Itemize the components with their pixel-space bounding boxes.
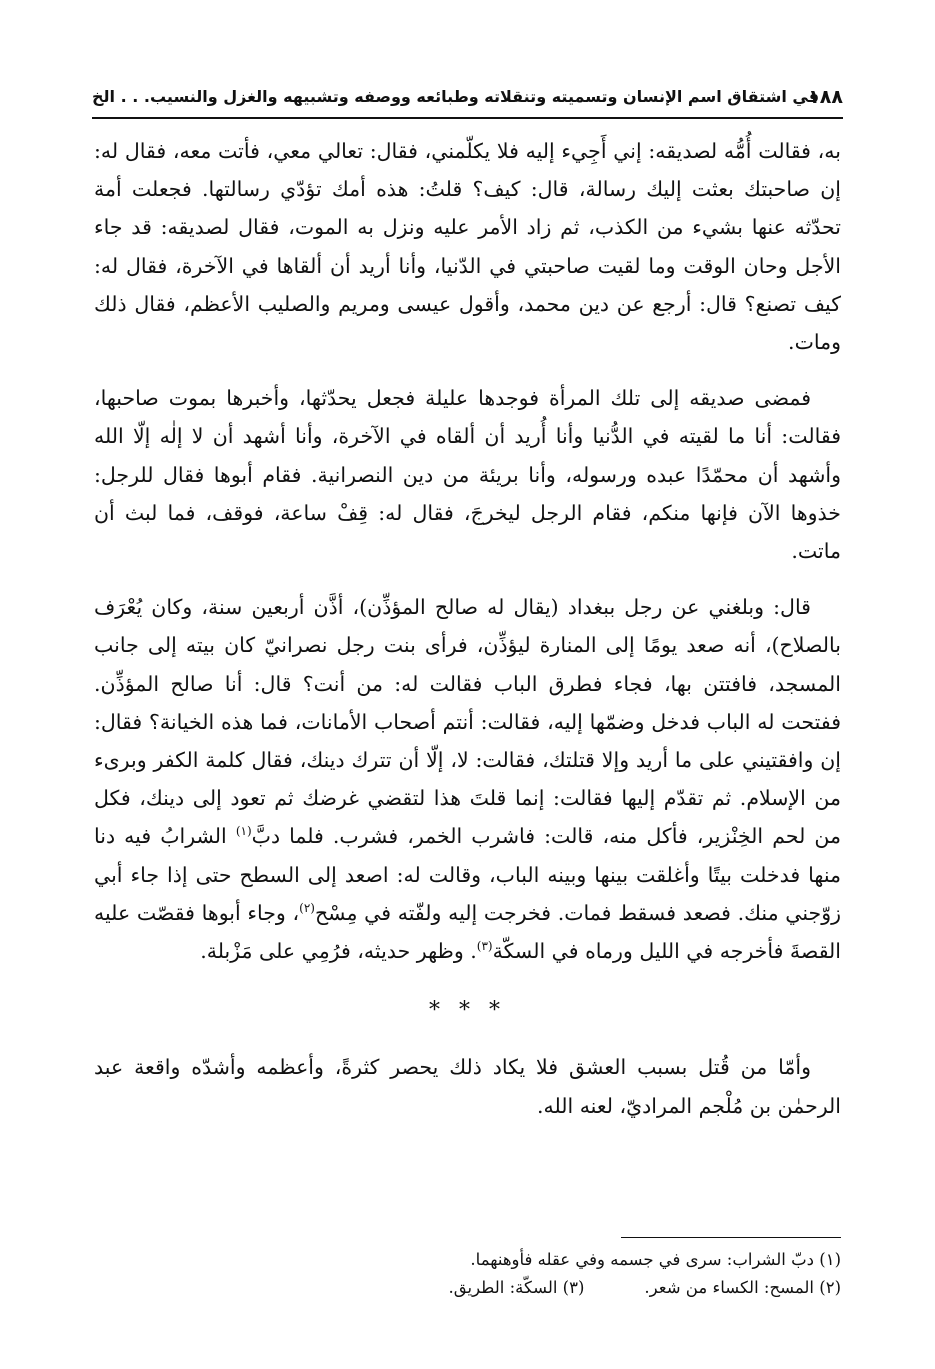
main-text	[94, 132, 841, 1125]
footnote-rule	[621, 1237, 841, 1238]
running-title: في اشتقاق اسم الإنسان وتسميته وتنقلاته وطبائعه ووصفه وتشبيهه والغزل والنسيب. . . الخ	[92, 87, 820, 106]
paragraph-4: وأمّا من قُتل بسبب العشق فلا يكاد ذلك يحصر كثرةً، وأعظمه وأشدّه واقعة عبد الرحمٰن بن مُلْجم المراديّ، لعنه الله.	[94, 1055, 841, 1118]
paragraph-2: فمضى صديقه إلى تلك المرأة فوجدها عليلة فجعل يحدّثها، وأخبرها بموت صاحبها، فقالت: أنا ما لقيته في الدُّنيا وأنا أُريد أن ألقاه في الآخرة، وأنا أشهد أن لا إلٰه إلّا الله وأشهد أن محمّدًا عبده ورسوله، وأنا بريئة من دين النصرانية. فقام أبوها فقال للرجل: خذوها الآن فإنها منكم، فقام الرجل ليخرجَ، فقال له: قِفْ ساعة، فوقف، فما لبث أن ماتت.	[94, 386, 841, 564]
footnote-ref-2[interactable]: (٢)	[299, 901, 315, 916]
footnote-ref-3[interactable]: (٣)	[476, 939, 493, 954]
header-rule	[92, 117, 843, 119]
paragraph-1: به، فقالت أُمُّه لصديقه: إني أَجِيء إليه فلا يكلّمني، فقال: تعالي معي، فأتت معه، فقال له: إن صاحبتك بعثت إليك رسالة، قال: كيف؟ قلتُ: هذه أمك تؤدّي رسالتها. فجعلت أمة تحدّثه عنها بشيء من الكذب، ثم زاد الأمر عليه ونزل به الموت، فقال لصديقه: قد جاء الأجل وحان الوقت وما لقيت صاحبتي في الدّنيا، وأنا أريد أن ألقاها في الآخرة، فقال له: كيف تصنع؟ قال: أرجع عن دين محمد، وأقول عيسى ومريم والصليب الأعظم، فقال ذلك ومات.	[94, 139, 841, 355]
page-number: ١٨٨	[808, 86, 843, 108]
footnote-row-2	[94, 1274, 841, 1302]
paragraph-gap	[94, 361, 841, 379]
paragraph-3-text-b: الشرابُ فيه دنا منها فدخلت بيتًا وأغلقت بينها وبينه الباب، وقالت له: اصعد إلى السطح حتى إذا جاء أبي زوّجني منك. فصعد فسقط فمات. فخرجت إليه ولفّته في مِسْح	[94, 824, 841, 925]
paragraph-3-text-c: ، وجاء أبوها فقصّت عليه القصةَ فأخرجه في الليل ورماه في السكّة	[94, 900, 841, 964]
footnote-1: (١) دبّ الشراب: سرى في جسمه وفي عقله فأوهنهما.	[470, 1250, 841, 1269]
footnote-3: (٣) السكّة: الطريق.	[448, 1278, 585, 1297]
footnotes	[94, 1246, 841, 1302]
paragraph-3	[94, 588, 841, 970]
paragraph-3-text-a: قال: وبلغني عن رجل ببغداد (يقال له صالح المؤذِّن)، أذَّن أربعين سنة، وكان يُعْرَف بالصلاح)، أنه صعد يومًا إلى المنارة ليؤذِّن، فرأى بنت رجل نصرانيّ كان بيته إلى جانب المسجد، فافتتن بها، فجاء فطرق الباب فقالت له: من أنت؟ قال: أنا صالح المؤذِّن. ففتحت له الباب فدخل وضمّها إليه، فقالت: أنتم أصحاب الأمانات، فما هذه الخيانة؟ فقال: إن وافقتيني على ما أريد وإلا قتلتك، فقالت: لا، إلّا أن تترك دينك، فقال كلمة الكفر وبرىء من الإسلام. ثم تقدّم إليها فقالت: إنما قلتَ هذا لتقضي غرضك ثم تعود إلى دينك، فكل من لحم الخِنْزير، فأكل منه، قالت: فاشرب الخمر، فشرب. فلما دبَّ	[94, 595, 841, 849]
page-header	[92, 80, 843, 114]
paragraph-3-text-d: . وظهر حديثه، فرُمِي على مَزْبلة.	[200, 939, 477, 964]
footnote-ref-1[interactable]: (١)	[235, 824, 252, 839]
footnote-2: (٢) المسح: الكساء من شعر.	[644, 1278, 841, 1297]
section-separator: * * *	[429, 998, 506, 1024]
paragraph-gap	[94, 570, 841, 588]
